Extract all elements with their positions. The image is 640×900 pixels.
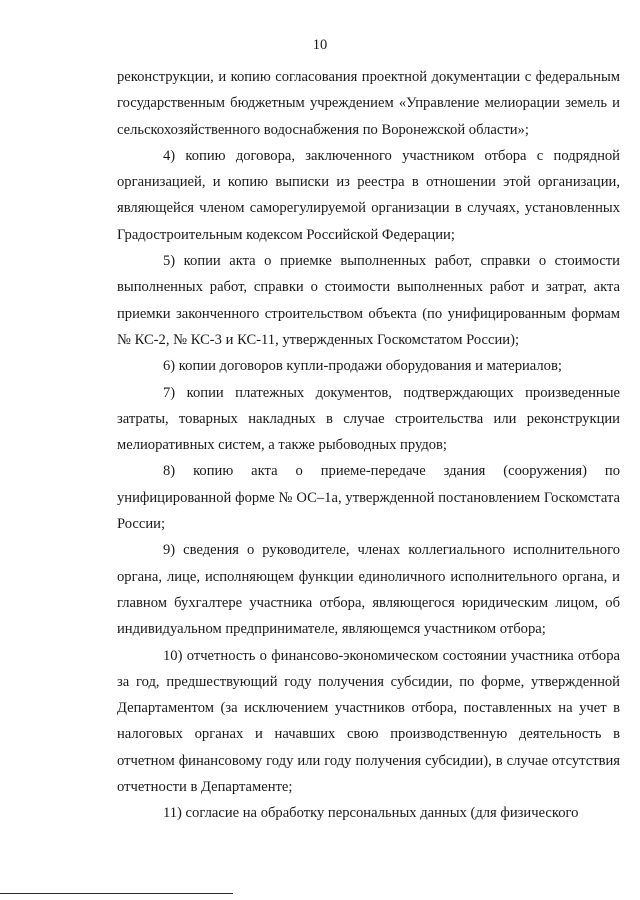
document-body — [117, 64, 620, 827]
paragraph-item-7: 7) копии платежных документов, подтверждающих произведенные затраты, товарных накладных в случае строительства или реконструкции мелиоративных систем, а также рыбоводных прудов; — [117, 384, 620, 454]
paragraph-item-11: 11) согласие на обработку персональных данных (для физического — [163, 805, 579, 822]
paragraph-continuation: реконструкции, и копию согласования проектной документации с федеральным государственным бюджетным учреждением «Управление мелиорации земель и сельскохозяйственного водоснабжения по Воронежской области»; — [117, 69, 620, 138]
paragraph-item-5: 5) копии акта о приемке выполненных работ, справки о стоимости выполненных работ, справки о стоимости выполненных работ и затрат, акта приемки законченного строительством объекта (по унифицированным формам № КС-2, № КС-3 и КС-11, утвержденных Госкомстатом России); — [117, 253, 620, 348]
footnote-divider — [0, 893, 233, 894]
page-number: 10 — [312, 37, 328, 53]
paragraph-item-6: 6) копии договоров купли-продажи оборудования и материалов; — [163, 358, 562, 375]
paragraph-item-10: 10) отчетность о финансово-экономическом состоянии участника отбора за год, предшествующий году получения субсидии, по форме, утвержденной Департаментом (за исключением участников отбора, поставленных на учет в налоговых органах и начавших свою производственную деятельность в отчетном финансовому году или году получения субсидии), в случае отсутствия отчетности в Департаменте; — [117, 647, 620, 796]
paragraph-item-8: 8) копию акта о приеме-передаче здания (сооружения) по унифицированной форме № ОС–1а, утвержденной постановлением Госкомстата России; — [117, 463, 620, 533]
paragraph-item-9: 9) сведения о руководителе, членах коллегиального исполнительного органа, лице, исполняющем функции единоличного исполнительного органа, и главном бухгалтере участника отбора, являющегося юридическим лицом, об индивидуальном предпринимателе, являющемся участником отбора; — [117, 542, 620, 638]
paragraph-item-4: 4) копию договора, заключенного участником отбора с подрядной организацией, и копию выписки из реестра в отношении этой организации, являющейся членом саморегулируемой организации в случаях, установленных Градостроительным кодексом Российской Федерации; — [117, 147, 620, 243]
